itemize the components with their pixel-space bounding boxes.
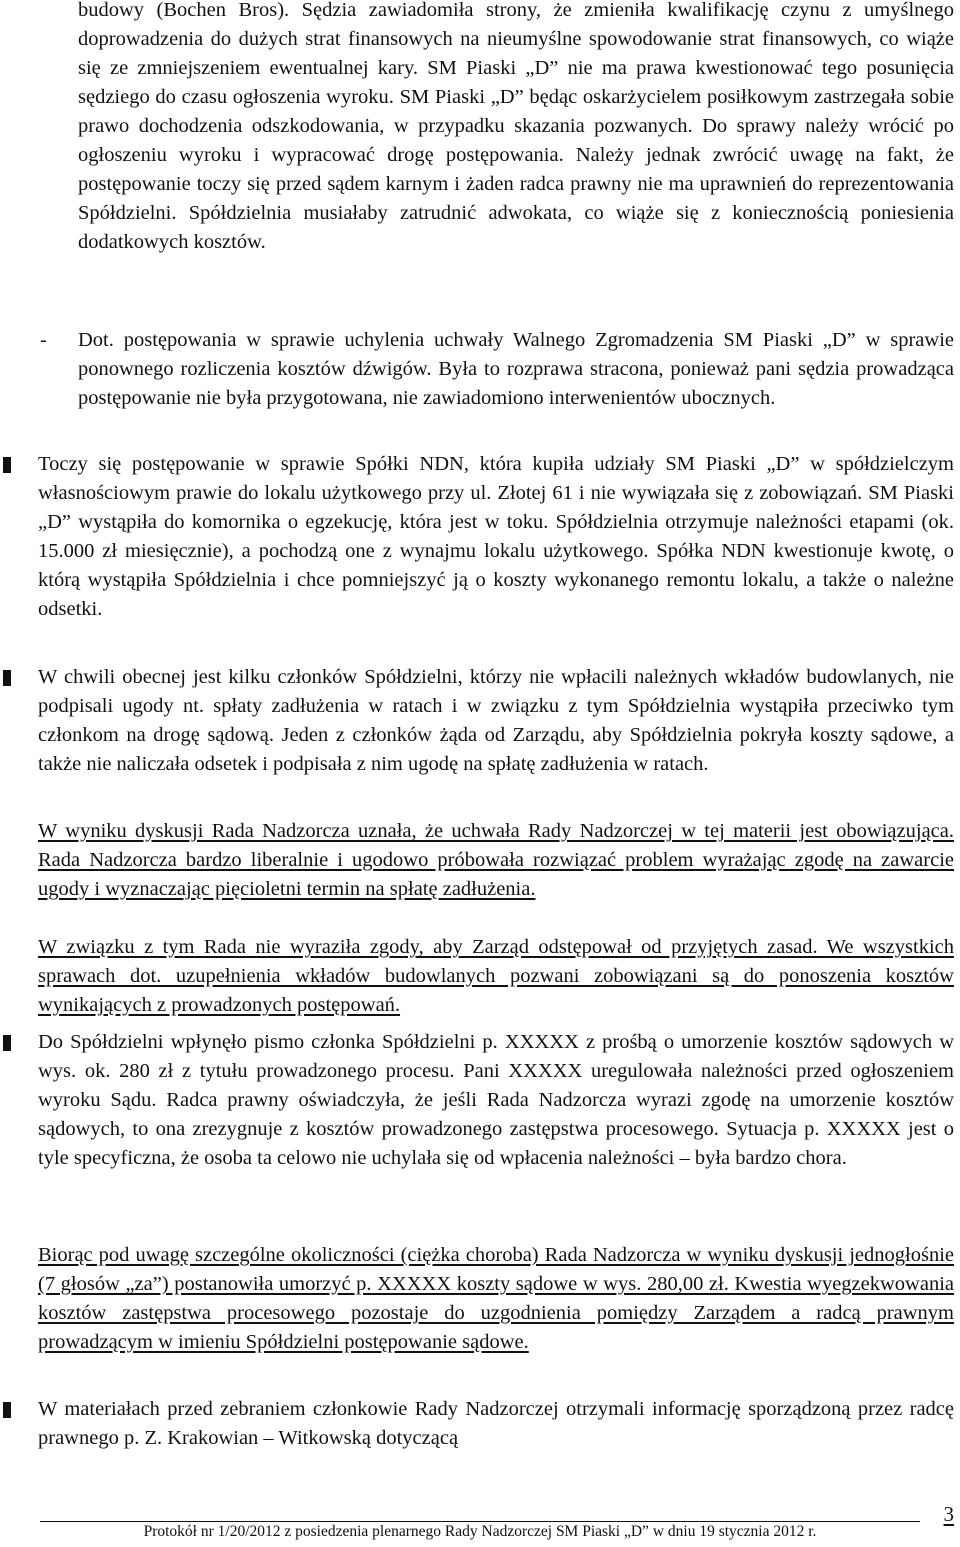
bullet-icon <box>3 457 11 473</box>
paragraph-member-letter: Do Spółdzielni wpłynęło pismo członka Spółdzielni p. XXXXX z prośbą o umorzenie kosztów sądowych w wys. ok. 280 zł z tytułu prowadzonego procesu. Pani XXXXX uregulowała należności przed ogłoszeniem wyroku Sądu. Radca prawny oświadczyła, że jeśli Rada Nadzorcza wyrazi zgodę na umorzenie kosztów sądowych, to ona zrezygnuje z kosztów prowadzonego zastępstwa procesowego. Sytuacja p. XXXXX jest o tyle specyficzna, że osoba ta celowo nie uchylała się od wpłacenia należności – była bardzo chora. <box>38 1031 954 1169</box>
paragraph-dash-item: Dot. postępowania w sprawie uchylenia uchwały Walnego Zgromadzenia SM Piaski „D” w sprawie ponownego rozliczenia kosztów dźwigów. Była to rozprawa stracona, ponieważ pani sędzia prowadząca postępowanie nie była przygotowana, nie zawiadomiono interwenientów ubocznych. <box>78 329 954 409</box>
dash-marker: - <box>40 329 47 351</box>
bullet-icon <box>3 670 11 686</box>
paragraph-board-refusal: W związku z tym Rada nie wyraziła zgody, aby Zarząd odstępował od przyjętych zasad. We wszystkich sprawach dot. uzupełnienia wkładów budowlanych pozwani zobowiązani są do ponoszenia kosztów wynikających z prowadzonych postępowań. <box>38 936 954 1016</box>
paragraph-text: Należy jednak zwrócić uwagę na fakt, że postępowanie toczy się przed sądem karnym i żaden radca prawny nie ma uprawnień do reprezentowania Spółdzielni. Spółdzielnia musiałaby zatrudnić adwokata, co wiąże się z koniecznością poniesienia dodatkowych kosztów. <box>78 144 955 253</box>
paragraph-text: SM Piaski „D” nie ma prawa kwestionować tego posunięcia sędziego do czasu ogłoszenia wyroku. SM Piaski „D” będąc oskarżycielem posiłkowym zastrzegała sobie prawo dochodzenia odszkodowania, w przypadku skazania pozwanych. Do sprawy należy wrócić po ogłoszeniu wyroku i wypracować drogę postępowania. <box>78 57 954 166</box>
footer-text: Protokół nr 1/20/2012 z posiedzenia plenarnego Rady Nadzorczej SM Piaski „D” w dniu 19 stycznia 2012 r. <box>143 1523 817 1540</box>
paragraph-ndn-case: Toczy się postępowanie w sprawie Spółki NDN, która kupiła udziały SM Piaski „D” w spółdzielczym własnościowym prawie do lokalu użytkowego przy ul. Złotej 61 i nie wywiązała się z zobowiązań. SM Piaski „D” wystąpiła do komornika o egzekucję, która jest w toku. Spółdzielnia otrzymuje należności etapami (ok. 15.000 zł miesięcznie), a pochodzą one z wynajmu lokalu użytkowego. Spółka NDN kwestionuje kwotę, o którą wystąpiła Spółdzielnia i chce pomniejszyć ją o koszty wykonanego remontu lokalu, a także o należne odsetki. <box>38 453 954 620</box>
paragraph-board-decision: W wyniku dyskusji Rada Nadzorcza uznała, że uchwała Rady Nadzorczej w tej materii jest obowiązująca. Rada Nadzorcza bardzo liberalnie i ugodowo próbowała rozwiązać problem wyrażając zgodę na zawarcie ugody i wyznaczając pięcioletni termin na spłatę zadłużenia. <box>38 820 954 900</box>
paragraph-members-debt: W chwili obecnej jest kilku członków Spółdzielni, którzy nie wpłacili należnych wkładów budowlanych, nie podpisali ugody nt. spłaty zadłużenia w ratach i w związku z tym Spółdzielnia wystąpiła przeciwko tym członkom na drogę sądową. Jeden z członków żąda od Zarządu, aby Spółdzielnia pokryła koszty sądowe, a także nie naliczała odsetek i podpisała z nim ugodę na spłatę zadłużenia w ratach. <box>38 666 954 775</box>
paragraph-cost-remission: Biorąc pod uwagę szczególne okoliczności (ciężka choroba) Rada Nadzorcza w wyniku dyskusji jednogłośnie (7 głosów „za”) postanowiła umorzyć p. XXXXX koszty sądowe w wys. 280,00 zł. Kwestia wyegzekwowania kosztów zastępstwa procesowego pozostaje do uzgodnienia pomiędzy Zarządem a radcą prawnym prowadzącym w imieniu Spółdzielni postępowanie sądowe. <box>38 1244 954 1353</box>
paragraph-materials: W materiałach przed zebraniem członkowie Rady Nadzorczej otrzymali informację sporządzoną przez radcę prawnego p. Z. Krakowian – Witkowską dotyczącą <box>38 1398 954 1449</box>
bullet-icon <box>3 1035 11 1051</box>
paragraph-criminal-case <box>78 0 954 257</box>
paragraph-text: budowy (Bochen Bros). Sędzia zawiadomiła strony, że zmieniła kwalifikację czynu z umyślnego doprowadzenia do dużych strat finansowych na nieumyślne spowodowanie strat finansowych, co wiąże się ze zmniejszeniem ewentualnej kary. <box>78 0 954 79</box>
page-number: 3 <box>943 1502 954 1526</box>
bullet-icon <box>3 1402 11 1418</box>
